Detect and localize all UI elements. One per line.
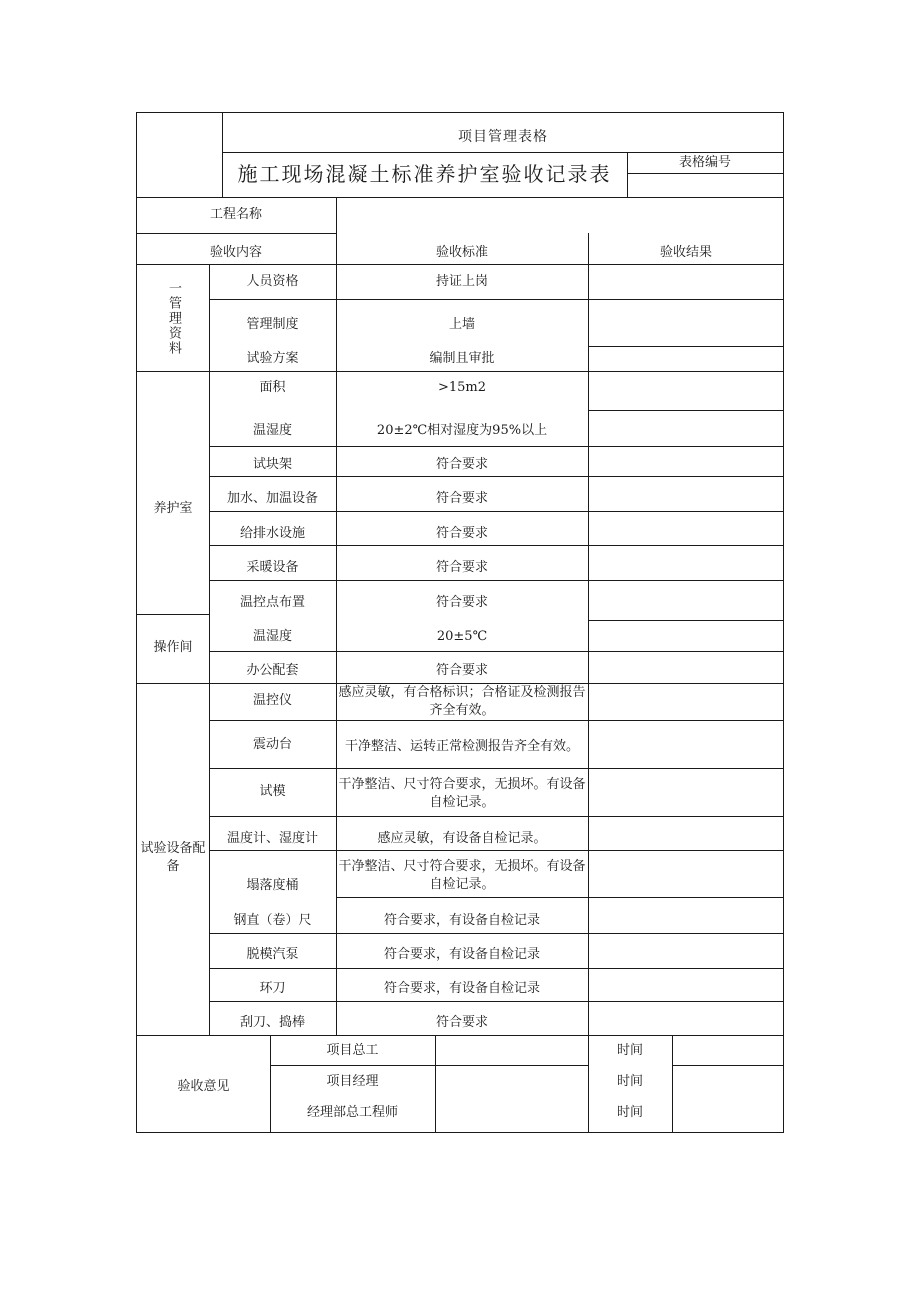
result-field[interactable] — [589, 652, 783, 683]
standard-text: 符合要求 — [435, 560, 488, 575]
standard-text: 编制且审批 — [429, 351, 495, 366]
item-label: 试模 — [259, 784, 286, 799]
group-curing-room: 养护室 — [153, 501, 193, 516]
item-label: 温湿度 — [252, 423, 292, 438]
standard-text: 符合要求，有设备自检记录 — [383, 947, 540, 962]
result-field[interactable] — [589, 300, 783, 346]
item-label: 塌落度桶 — [246, 878, 299, 893]
result-field[interactable] — [589, 1002, 783, 1035]
standard-text: 感应灵敏，有合格标识；合格证及检测报告齐全有效。 — [338, 685, 586, 718]
rule — [136, 1132, 784, 1133]
time-field[interactable] — [673, 1066, 783, 1132]
result-field[interactable] — [589, 851, 783, 897]
form-title: 施工现场混凝土标准养护室验收记录表 — [237, 162, 612, 186]
column-header-standard: 验收标准 — [435, 245, 488, 260]
rule — [136, 112, 137, 1133]
project-name-label: 工程名称 — [209, 207, 262, 222]
result-field[interactable] — [589, 347, 783, 371]
opinion-label: 验收意见 — [177, 1079, 230, 1094]
standard-text: 上墙 — [448, 317, 475, 332]
item-label: 人员资格 — [246, 274, 299, 289]
item-label: 管理制度 — [246, 317, 299, 332]
standard-text: 符合要求 — [435, 491, 488, 506]
signature-field[interactable] — [436, 1066, 587, 1132]
result-field[interactable] — [589, 581, 783, 620]
result-field[interactable] — [589, 447, 783, 476]
standard-text: 干净整洁、尺寸符合要求，无损坏。有设备自检记录。 — [338, 859, 586, 892]
signature-field[interactable] — [436, 1108, 587, 1110]
item-label: 脱模汽泵 — [246, 947, 299, 962]
standard-text: 感应灵敏，有设备自检记录。 — [377, 831, 547, 846]
standard-text: 持证上岗 — [435, 274, 488, 289]
result-field[interactable] — [589, 411, 783, 446]
rule — [136, 233, 336, 234]
result-field[interactable] — [589, 969, 783, 1001]
standard-text: 20±2℃相对湿度为95%以上 — [376, 423, 548, 438]
time-field[interactable] — [673, 1108, 783, 1110]
result-field[interactable] — [589, 817, 783, 850]
project-name-field[interactable] — [337, 198, 783, 232]
signer-role: 项目经理 — [326, 1074, 379, 1089]
result-field[interactable] — [589, 898, 783, 933]
item-label: 环刀 — [259, 981, 286, 996]
item-label: 给排水设施 — [239, 526, 305, 541]
group-management: 一管理资料 — [166, 280, 181, 356]
item-label: 试块架 — [252, 457, 292, 472]
form-number-field[interactable] — [628, 174, 783, 196]
time-label: 时间 — [616, 1105, 643, 1120]
rule — [136, 614, 209, 615]
standard-text: 符合要求 — [435, 595, 488, 610]
result-field[interactable] — [589, 721, 783, 768]
rule — [783, 112, 784, 1133]
result-field[interactable] — [589, 621, 783, 651]
result-field[interactable] — [589, 372, 783, 410]
item-label: 采暖设备 — [246, 560, 299, 575]
group-operation-room: 操作间 — [153, 640, 193, 655]
standard-text: 干净整洁、运转正常检测报告齐全有效。 — [344, 739, 579, 754]
item-label: 震动台 — [252, 737, 292, 752]
item-label: 办公配套 — [246, 663, 299, 678]
item-label: 温控仪 — [252, 693, 292, 708]
item-label: 刮刀、捣棒 — [239, 1015, 305, 1030]
time-label: 时间 — [616, 1043, 643, 1058]
signature-field[interactable] — [436, 1036, 587, 1065]
time-field[interactable] — [673, 1036, 783, 1065]
result-field[interactable] — [589, 477, 783, 511]
standard-text: 符合要求，有设备自检记录 — [383, 913, 540, 928]
item-label: 钢直（卷）尺 — [233, 913, 312, 928]
item-label: 温度计、湿度计 — [226, 831, 318, 846]
item-label: 面积 — [259, 380, 286, 395]
column-header-result: 验收结果 — [659, 245, 712, 260]
standard-text: 符合要求 — [435, 526, 488, 541]
standard-text: 符合要求 — [435, 1015, 488, 1030]
standard-text: 干净整洁、尺寸符合要求，无损坏。有设备自检记录。 — [338, 777, 586, 810]
time-label: 时间 — [616, 1074, 643, 1089]
result-field[interactable] — [589, 684, 783, 720]
result-field[interactable] — [589, 769, 783, 816]
standard-text: 符合要求 — [435, 663, 488, 678]
standard-text: 20±5℃ — [436, 629, 488, 644]
standard-text: 符合要求，有设备自检记录 — [383, 981, 540, 996]
signer-role: 项目总工 — [326, 1043, 379, 1058]
group-test-equipment: 试验设备配备 — [140, 841, 206, 874]
rule — [136, 112, 784, 113]
result-field[interactable] — [589, 934, 783, 968]
item-label: 试验方案 — [246, 351, 299, 366]
form-category: 项目管理表格 — [458, 129, 548, 145]
standard-text: 符合要求 — [435, 457, 488, 472]
signer-role: 经理部总工程师 — [306, 1105, 398, 1120]
item-label: 温湿度 — [252, 629, 292, 644]
column-header-content: 验收内容 — [209, 245, 262, 260]
item-label: 加水、加温设备 — [226, 491, 318, 506]
result-field[interactable] — [589, 546, 783, 580]
form-number-label: 表格编号 — [678, 154, 731, 170]
result-field[interactable] — [589, 512, 783, 545]
item-label: 温控点布置 — [239, 595, 305, 610]
result-field[interactable] — [589, 265, 783, 299]
standard-text: >15m2 — [437, 380, 487, 395]
